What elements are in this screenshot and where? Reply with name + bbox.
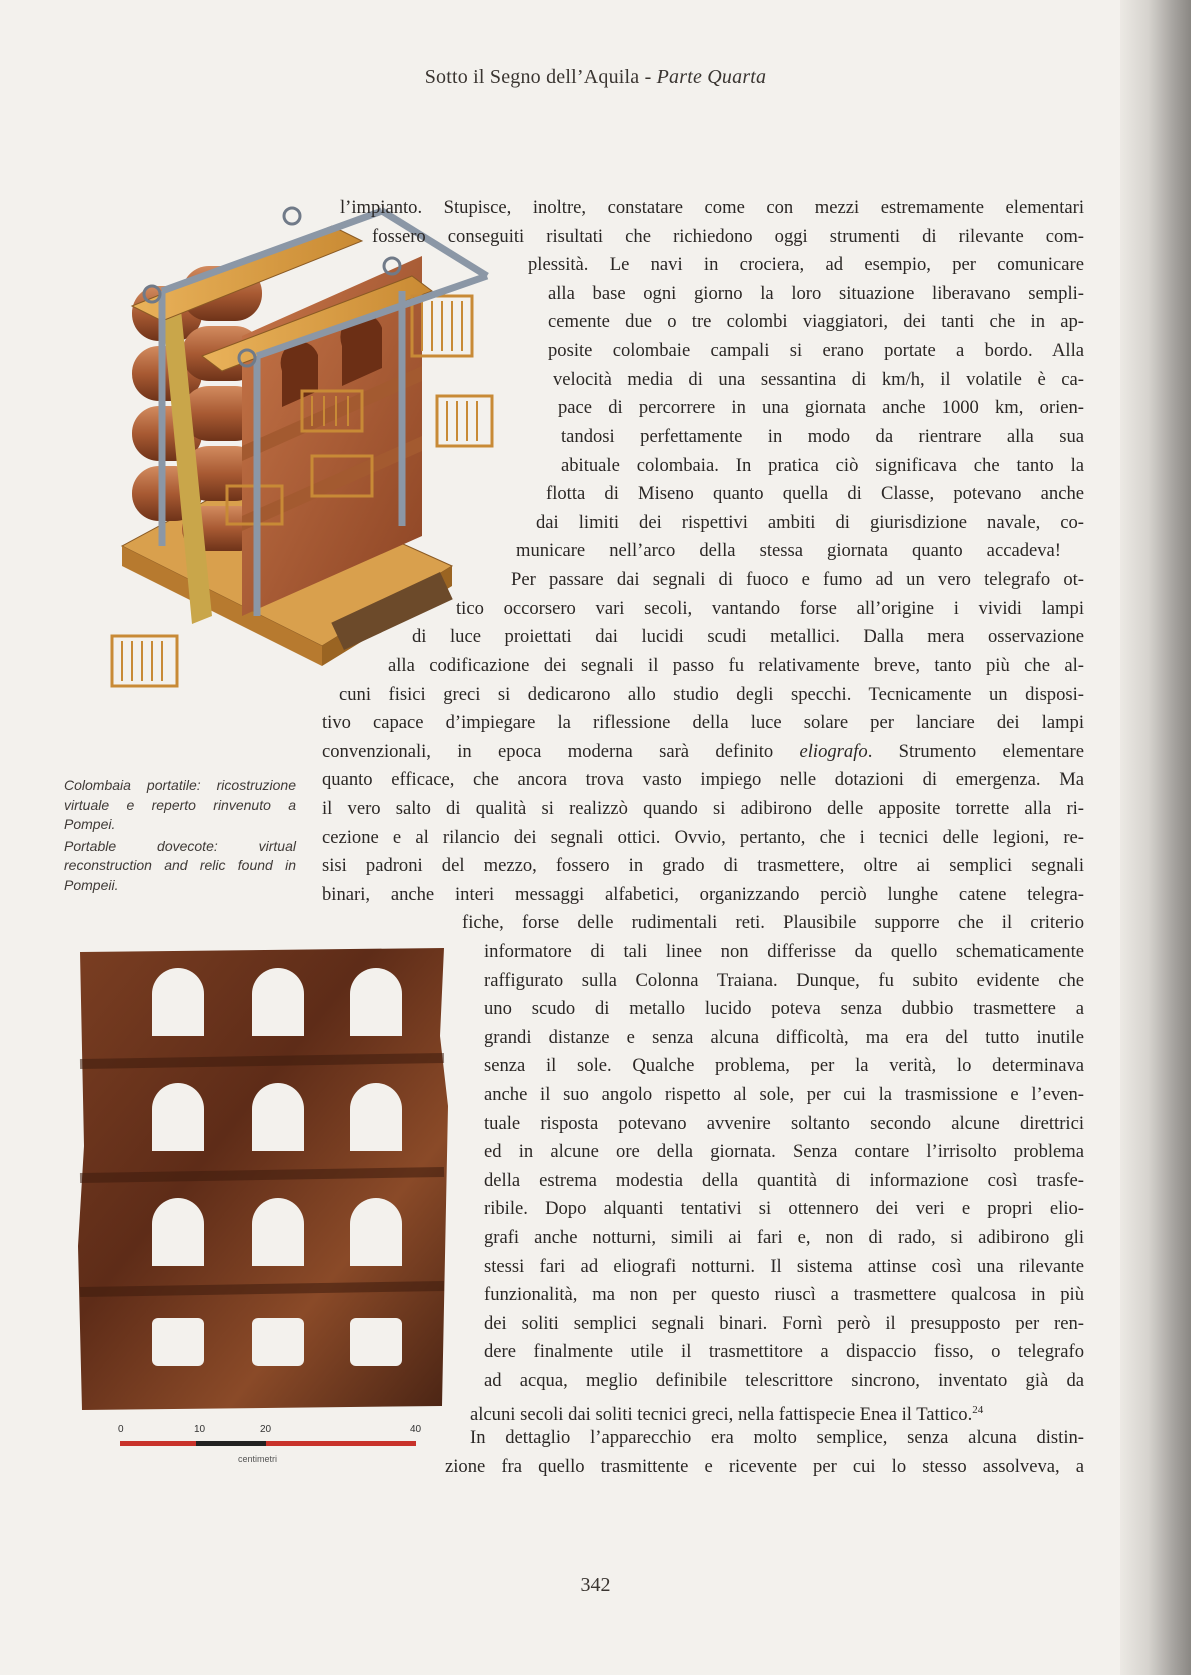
text-line: dere finalmente utile il trasmettitore a dispaccio fisso, o telegrafo: [484, 1341, 1084, 1362]
text-line: di luce proiettati dai lucidi scudi metallici. Dalla mera osservazione: [412, 626, 1084, 647]
footnote-ref[interactable]: 24: [972, 1404, 984, 1416]
text-line: ad acqua, meglio definibile telescrittore sincrono, inventato già da: [484, 1370, 1084, 1391]
text-line: Per passare dai segnali di fuoco e fumo ad un vero telegrafo ot-: [511, 569, 1084, 590]
scale-tick-0: 0: [118, 1424, 124, 1435]
text-line: abituale colombaia. In pratica ciò significava che tanto la: [561, 455, 1084, 476]
text-line-footnote: [470, 1396, 1084, 1424]
scale-bar: [110, 1424, 430, 1484]
text-line: velocità media di una sessantina di km/h, il volatile è ca-: [553, 369, 1084, 390]
scale-tick-10: 10: [194, 1424, 206, 1435]
text-line: fossero conseguiti risultati che richiedono oggi strumenti di rilevante com-: [372, 226, 1084, 247]
text-line: dai limiti dei rispettivi ambiti di giurisdizione navale, co-: [536, 512, 1084, 533]
caption-italian: Colombaia portatile: ricostruzione virtuale e reperto rinvenuto a Pompei.: [64, 777, 296, 832]
text-line: sisi padroni del mezzo, fossero in grado di trasmettere, oltre ai semplici segnali: [322, 855, 1084, 876]
text-line: municare nell’arco della stessa giornata quanto accadeva!: [516, 540, 1061, 561]
text-line-eliografo: [322, 738, 1084, 766]
text-line: informatore di tali linee non differisse da quello schematicamente: [484, 941, 1084, 962]
page-number: 342: [580, 1574, 611, 1596]
text-line: tivo capace d’impiegare la riflessione della luce solare per lanciare dei lampi: [322, 712, 1084, 733]
text-line: grandi distanze e senza alcuna difficoltà, ma era del tutto inutile: [484, 1027, 1084, 1048]
text-line: raffigurato sulla Colonna Traiana. Dunque, fu subito evidente che: [484, 970, 1084, 991]
text-line: fiche, forse delle rudimentali reti. Plausibile supporre che il criterio: [462, 912, 1084, 933]
text-line: stessi fari ad eliografi notturni. Il sistema attinse così una rilevante: [484, 1256, 1084, 1277]
text-line: zione fra quello trasmittente e ricevente per cui lo stesso assolveva, a: [445, 1456, 1084, 1477]
text-line: anche il suo angolo rispetto al sole, per cui la trasmissione e l’even-: [484, 1084, 1084, 1105]
running-header: [0, 66, 1191, 89]
scale-segment-red-1: [120, 1441, 196, 1446]
text-line: cuni fisici greci si dedicarono allo studio degli specchi. Tecnicamente un disposi-: [339, 684, 1084, 705]
text-line: In dettaglio l’apparecchio era molto semplice, senza alcuna distin-: [470, 1427, 1084, 1448]
text-line: quanto efficace, che ancora trova vasto impiego nelle dotazioni di emergenza. Ma: [322, 769, 1084, 790]
text-line: grafi anche notturni, simili ai fari e, non di rado, si adibirono gli: [484, 1227, 1084, 1248]
text-line: della estrema modestia della quantità di informazione così trasfe-: [484, 1170, 1084, 1191]
text-line: funzionalità, ma non per questo riuscì a trasmettere qualcosa in più: [484, 1284, 1084, 1305]
dovecote-relic-photo: [72, 946, 452, 1416]
text-line: flotta di Miseno quanto quella di Classe, potevano anche: [546, 483, 1084, 504]
text-line: il vero salto di qualità si realizzò quando si adibirono delle apposite torrette alla ri-: [322, 798, 1084, 819]
text-line: plessità. Le navi in crociera, ad esempio, per comunicare: [528, 254, 1084, 275]
text-line: cemente due o tre colombi viaggiatori, dei tanti che in ap-: [548, 311, 1084, 332]
page-edge-shadow: [1120, 0, 1191, 1675]
text-line: ribile. Dopo alquanti tentativi si ottennero dei veri e propri elio-: [484, 1198, 1084, 1219]
term-eliografo: eliografo: [799, 741, 868, 762]
header-title: Sotto il Segno dell’Aquila -: [424, 66, 657, 88]
scale-segment-red-2: [266, 1441, 416, 1446]
text-line: alla codificazione dei segnali il passo fu relativamente breve, tanto più che al-: [388, 655, 1084, 676]
text-line: uno scudo di metallo lucido poteva senza dubbio trasmettere a: [484, 998, 1084, 1019]
text-line: alla base ogni giorno la loro situazione liberavano sempli-: [548, 283, 1084, 304]
scale-tick-20: 20: [260, 1424, 272, 1435]
figure-caption: [64, 776, 296, 895]
text-line: binari, anche interi messaggi alfabetici, organizzando perciò lunghe catene telegra-: [322, 884, 1084, 905]
text-line: posite colombaie campali si erano portate a bordo. Alla: [548, 340, 1084, 361]
header-part: Parte Quarta: [656, 66, 767, 88]
text-line: cezione e al rilancio dei segnali ottici. Ovvio, pertanto, che i tecnici delle legioni, re-: [322, 827, 1084, 848]
text-line: tuale risposta potevano avvenire soltanto secondo alcune direttrici: [484, 1113, 1084, 1134]
scale-segment-black: [196, 1441, 266, 1446]
text-segment: convenzionali, in epoca moderna sarà definito: [322, 741, 800, 762]
text-line: dei soliti semplici segnali binari. Fornì però il presupposto per ren-: [484, 1313, 1084, 1334]
text-segment: alcuni secoli dai soliti tecnici greci, nella fattispecie Enea il Tattico.: [470, 1404, 973, 1426]
text-segment: . Strumento elementare: [867, 741, 1084, 762]
text-line: pace di percorrere in una giornata anche 1000 km, orien-: [558, 397, 1084, 418]
scale-tick-40: 40: [410, 1424, 422, 1435]
text-line: ed in alcune ore della giornata. Senza contare l’irrisolto problema: [484, 1141, 1084, 1162]
scale-unit: centimetri: [238, 1454, 278, 1464]
caption-english: Portable dovecote: virtual reconstruction and relic found in Pompeii.: [64, 837, 296, 893]
text-line: senza il sole. Qualche problema, per la verità, lo determinava: [484, 1055, 1084, 1076]
text-line: l’impianto. Stupisce, inoltre, constatare come con mezzi estremamente elementari: [340, 197, 1084, 218]
text-line: tico occorsero vari secoli, vantando forse all’origine i vividi lampi: [456, 598, 1084, 619]
text-line: tandosi perfettamente in modo da rientrare alla sua: [561, 426, 1084, 447]
